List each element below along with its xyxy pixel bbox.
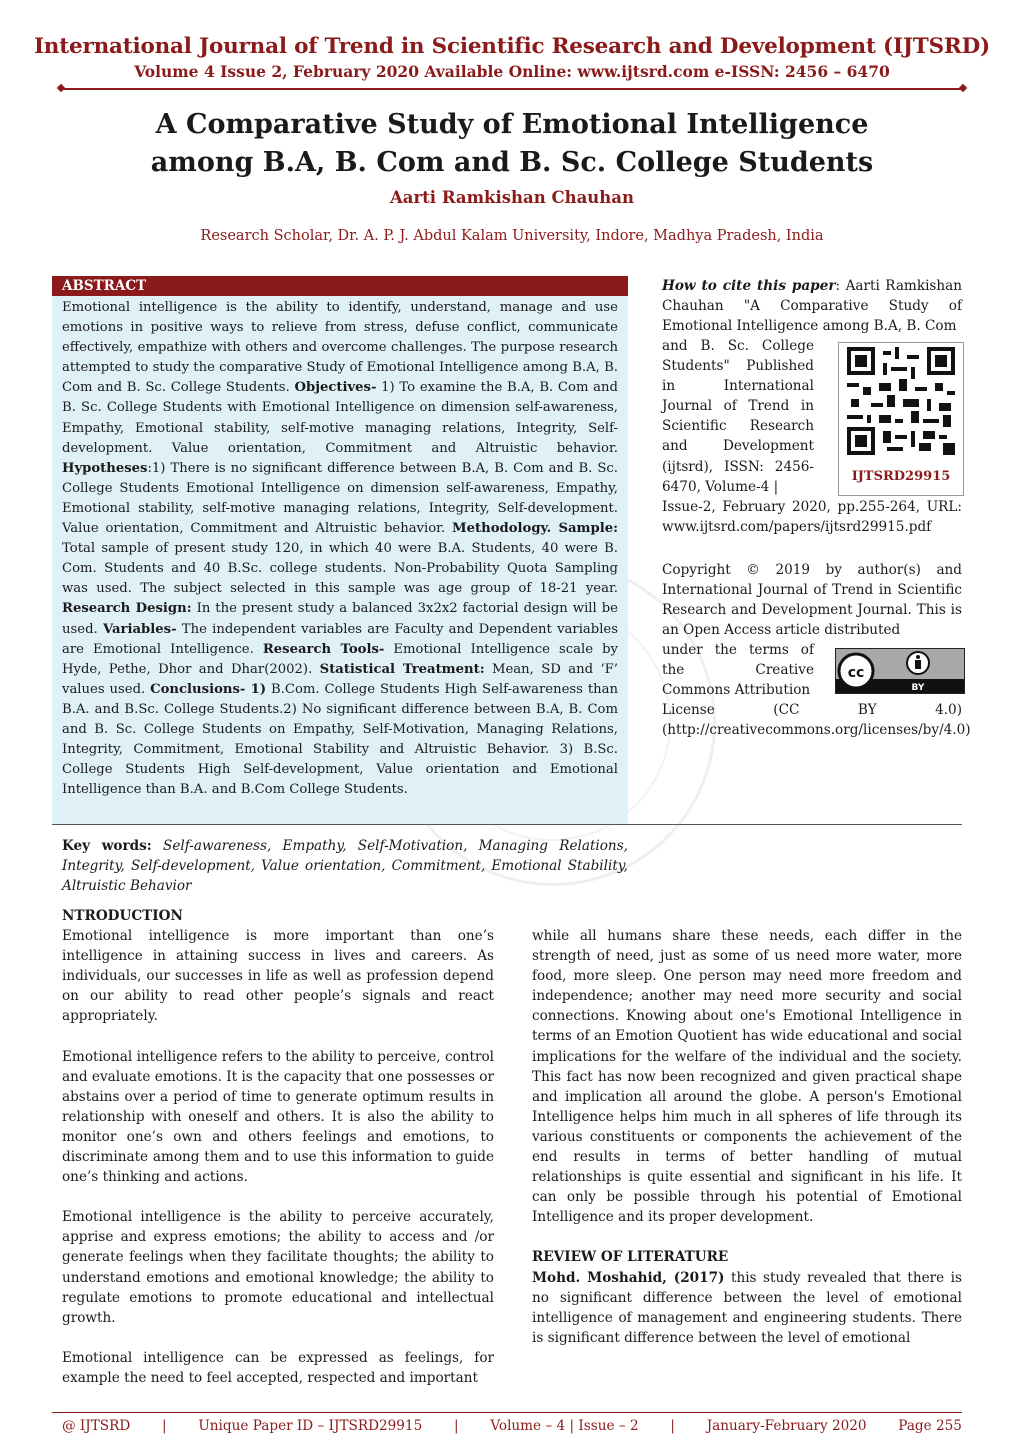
hypotheses-text: :1) There is no significant difference between B.A, B. Com and B. Sc. College Students Emotional Intelligence on dimension self-awareness, Empathy, Emotional stability, self-motive managing relations, Integrity, Self-development. Value orientation, Commitment and Altruistic behavior. <box>62 460 618 537</box>
abstract-text <box>52 296 628 800</box>
keywords <box>62 836 628 897</box>
objectives-text: 1) To examine the B.A, B. Com and B. Sc. College Students with Emotional Intelligence on dimension self-awareness, Empathy, Emotional stability, self-motive managing relations, Integrity, Self-development. Value orientation, Commitment and Altruistic behavior. <box>62 380 618 456</box>
abstract-box <box>52 276 628 824</box>
intro-paragraph-2: Emotional intelligence refers to the ability to perceive, control and evaluate emotions. It is the capacity that one possesses or abstains over a period of time to generate optimum results in relationship with oneself and others. It is also the ability to monitor one’s own and others feelings and emotions, to discriminate among them and to use this information to guide one’s thinking and actions. <box>62 1048 494 1186</box>
journal-name: International Journal of Trend in Scientific Research and Development (IJTSRD) <box>33 34 991 59</box>
footer-divider <box>52 1412 962 1413</box>
paper-id-label: IJTSRD29915 <box>851 469 951 484</box>
paper-title <box>0 106 1024 182</box>
intro-paragraph-4: Emotional intelligence can be expressed as feelings, for example the need to feel accepted, respected and important <box>62 1349 494 1386</box>
methodology-label: Methodology. Sample: <box>452 521 618 537</box>
objectives-label: Objectives- <box>294 380 377 396</box>
conclusions-label: Conclusions- 1) <box>150 681 267 697</box>
methodology-text: Total sample of present study 120, in which 40 were B.A. Students, 40 were B. Com. Students and 40 B.Sc. college students. Non-Probability Quota Sampling was used. The subject selected in this sample was age group of 18-21 year. <box>62 541 618 597</box>
citation-line-b: Issue-2, February 2020, pp.255-264, URL: www.ijtsrd.com/papers/ijtsrd29915.pdf <box>662 499 962 536</box>
header-divider <box>62 88 962 90</box>
qr-code-icon <box>847 347 955 455</box>
footer-volume: Volume – 4 | Issue – 2 <box>490 1418 639 1434</box>
paper-title-line-1: A Comparative Study of Emotional Intelligence <box>155 109 869 140</box>
abstract-divider <box>52 824 962 825</box>
qr-code-box[interactable] <box>838 342 964 496</box>
hypotheses-label: Hypotheses <box>62 460 148 476</box>
citation-lead: How to cite this paper <box>662 278 836 294</box>
keywords-label: Key words: <box>62 838 152 854</box>
paper-title-line-2: among B.A, B. Com and B. Sc. College Students <box>150 147 874 178</box>
intro-paragraph-1: Emotional intelligence is more important than one’s intelligence in attaining success in lives and careers. As individuals, our successes in life as well as profession depend on our ability to read other people’s signals and react appropriately. <box>62 928 494 1025</box>
footer-separator: | <box>670 1418 675 1434</box>
copyright-narrow: under the terms of the Creative Commons Attribution <box>662 642 814 699</box>
abstract-intro: Emotional intelligence is the ability to identify, understand, manage and use emotions in positive ways to relieve from stress, defuse conflict, communicate effectively, empathize with others and overcome challenges. The purpose research attempted to study the comparative Study of Emotional Intelligence among B.A, B. Com and B. Sc. College Students. <box>62 300 618 396</box>
review-text: this study revealed that there is no significant difference between the level of emotional intelligence of management and engineering students. There is significant difference between the level of emotional <box>532 1269 962 1346</box>
right-paragraph-1: while all humans share these needs, each differ in the strength of need, just as some of us need more water, more food, more sleep. One person may need more freedom and independence; another may need more security and social connections. Knowing about one's Emotional Intelligence in terms of an Emotion Quotient has wide educational and social implications for the welfare of the individual and the society. This fact has now been recognized and given practical shape and implication all around the globe. A person's Emotional Intelligence helps him much in all spheres of life through its various constituents or components the achievement of the end results in terms of better handling of mutual relationships is quite essential and significant in his life. It can only be possible through his potential of Emotional Intelligence and its proper development. <box>532 928 962 1226</box>
citation-narrow: and B. Sc. College Students" Published in International Journal of Trend in Scientific Research and Development (ijtsrd), ISSN: 2456-6470, Volume-4 | <box>662 338 814 495</box>
svg-text:cc: cc <box>847 665 865 681</box>
introduction-heading: NTRODUCTION <box>62 908 183 924</box>
footer-separator: | <box>162 1418 167 1434</box>
footer-journal: @ IJTSRD <box>62 1418 131 1434</box>
review-lead: Mohd. Moshahid, (2017) <box>532 1269 725 1286</box>
design-text: In the present study a balanced 3x2x2 factorial design will be used. <box>62 601 618 637</box>
intro-paragraph-3: Emotional intelligence is the ability to perceive accurately, apprise and express emotions; the ability to access and /or generate feelings when they facilitate thoughts; the ability to understand emotions and emotional knowledge; the ability to regulate emotions to promote educational and intellectual growth. <box>62 1209 494 1326</box>
copyright-text: Copyright © 2019 by author(s) and International Journal of Trend in Scientific Research and Development Journal. This is an Open Access article distributed <box>662 562 962 639</box>
body-right-column <box>532 926 962 1348</box>
footer-date: January-February 2020 <box>706 1418 867 1434</box>
footer-paper-id: Unique Paper ID – IJTSRD29915 <box>198 1418 423 1434</box>
author-affiliation: Research Scholar, Dr. A. P. J. Abdul Kalam University, Indore, Madhya Pradesh, India <box>200 228 824 244</box>
author-name: Aarti Ramkishan Chauhan <box>390 188 634 207</box>
issue-line: Volume 4 Issue 2, February 2020 Available Online: www.ijtsrd.com e-ISSN: 2456 – 6470 <box>134 62 890 81</box>
page-footer <box>62 1418 962 1434</box>
variables-label: Variables- <box>102 621 177 637</box>
tools-label: Research Tools- <box>262 641 385 657</box>
abstract-heading: ABSTRACT <box>52 276 628 296</box>
cc-by-icon <box>836 649 964 693</box>
conclusions-text: B.Com. College Students High Self-awareness than B.A. and B.Sc. College Students.2) No significant difference between B.A, B. Com and B. Sc. College Students on Empathy, Self-Motivation, Managing Relations, Integrity, Commitment, Emotional Stability and Altruistic Behavior. 3) B.Sc. College Students High Self-development, Value orientation and Emotional Intelligence than B.A. and B.Com College Students. <box>62 681 618 798</box>
keywords-text: Self-awareness, Empathy, Self-Motivation, Managing Relations, Integrity, Self-development, Value orientation, Commitment, Emotional Stability, Altruistic Behavior <box>62 838 628 895</box>
statistics-label: Statistical Treatment: <box>319 661 485 677</box>
citation-line-a: : Aarti Ramkishan Chauhan "A Comparative Study of Emotional Intelligence among B.A, B. Com <box>662 278 963 335</box>
svg-text:BY: BY <box>911 683 925 693</box>
design-label: Research Design: <box>62 601 192 617</box>
citation-text <box>662 276 962 336</box>
creative-commons-badge[interactable] <box>835 648 965 694</box>
statistics-text: Mean, SD and ‘F’ values used. <box>62 661 618 697</box>
variables-text: The independent variables are Faculty and Dependent variables are Emotional Intelligence. <box>62 621 619 657</box>
citation-box <box>662 276 971 739</box>
tools-text: Emotional Intelligence scale by Hyde, Pethe, Dhor and Dhar(2002). <box>62 641 618 677</box>
footer-page-number: Page 255 <box>898 1418 962 1434</box>
footer-separator: | <box>453 1418 459 1434</box>
copyright-line-b: License (CC BY 4.0) (http://creativecommons.org/licenses/by/4.0) <box>662 702 971 739</box>
body-left-column <box>62 906 494 1388</box>
review-heading: REVIEW OF LITERATURE <box>532 1249 729 1266</box>
review-paragraph <box>532 1268 962 1348</box>
